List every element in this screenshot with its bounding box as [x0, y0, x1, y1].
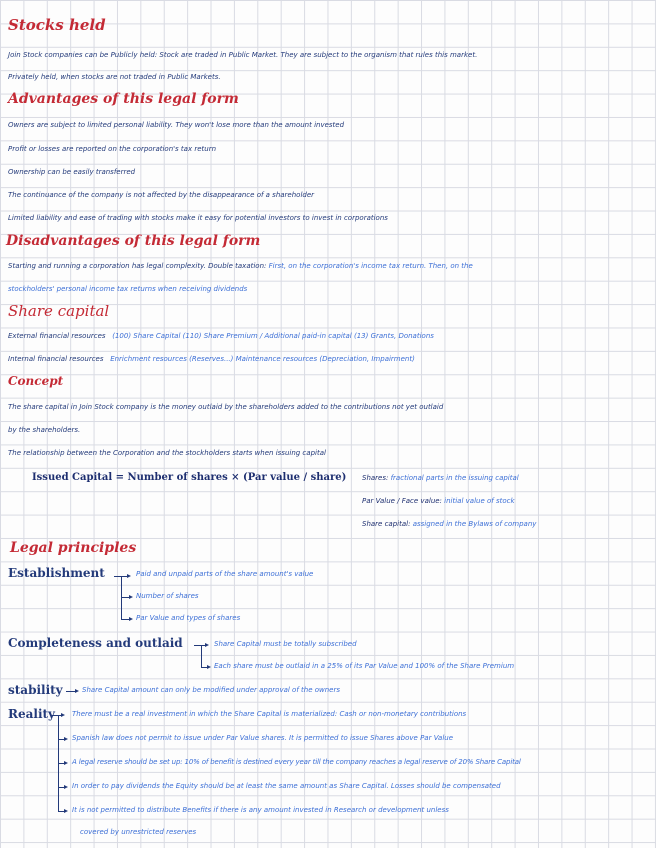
reality-item-continuation: covered by unrestricted reserves — [80, 828, 197, 836]
completeness-bracket — [201, 645, 202, 667]
note-term: Shares: — [362, 474, 389, 482]
arrow-icon — [58, 763, 65, 764]
concept-line-1: The share capital in Join Stock company is the money outlaid by the shareholders added to the contributions not yet outlaid — [8, 403, 444, 411]
reality-label: Reality — [8, 707, 56, 721]
completeness-label: Completeness and outlaid — [8, 636, 183, 650]
stocks-line-1: Join Stock companies can be Publicly held: Stock are traded in Public Market. They are subject to the organism that rules this market. — [8, 51, 478, 59]
stocks-line-2: Privately held, when stocks are not traded in Public Markets. — [8, 73, 221, 81]
establishment-item: Number of shares — [136, 592, 199, 600]
stability-label: stability — [8, 683, 63, 697]
disadvantages-line-1 — [8, 262, 473, 270]
advantage-item: Owners are subject to limited personal liability. They won't lose more than the amount invested — [8, 121, 345, 129]
concept-line-3: The relationship between the Corporation and the stockholders starts when issuing capital — [8, 449, 326, 457]
internal-resources-label: Internal financial resources — [8, 355, 104, 363]
arrow-icon — [121, 619, 130, 620]
note-text: assigned in the Bylaws of company — [412, 520, 537, 528]
arrow-icon — [58, 811, 65, 812]
reality-item: There must be a real investment in which the Share Capital is materialized: Cash or non-monetary contributions — [72, 710, 467, 718]
stability-text: Share Capital amount can only be modified under approval of the owners — [82, 686, 341, 694]
disadvantages-line-2: stockholders' personal income tax returns when receiving dividends — [8, 285, 248, 293]
disadvantages-line-1-blue: First, on the corporation's income tax return. Then, on the — [268, 262, 473, 270]
disadvantages-heading: Disadvantages of this legal form — [6, 233, 261, 249]
arrow-icon — [194, 645, 206, 646]
internal-resources-value: Enrichment resources (Reserves...) Maintenance resources (Depreciation, Impairment) — [110, 355, 415, 363]
note-text: initial value of stock — [444, 497, 515, 505]
reality-item: Spanish law does not permit to issue under Par Value shares. It is permitted to issue Shares above Par Value — [72, 734, 454, 742]
external-resources-line — [8, 332, 434, 340]
establishment-item: Par Value and types of shares — [136, 614, 241, 622]
advantage-item: Limited liability and ease of trading with stocks make it easy for potential investors to invest in corporations — [8, 214, 388, 222]
completeness-item: Share Capital must be totally subscribed — [214, 640, 357, 648]
external-resources-label: External financial resources — [8, 332, 106, 340]
arrow-icon — [121, 597, 130, 598]
arrow-icon — [66, 691, 76, 692]
concept-note — [362, 474, 519, 482]
external-resources-value: (100) Share Capital (110) Share Premium / Additional paid-in capital (13) Grants, Donations — [112, 332, 434, 340]
advantage-item: The continuance of the company is not affected by the disappearance of a shareholder — [8, 191, 315, 199]
establishment-item: Paid and unpaid parts of the share amount's value — [136, 570, 314, 578]
internal-resources-line — [8, 355, 415, 363]
advantage-item: Profit or losses are reported on the corporation's tax return — [8, 145, 217, 153]
concept-note — [362, 497, 515, 505]
establishment-label: Establishment — [8, 566, 105, 580]
disadvantages-line-1-dark: Starting and running a corporation has legal complexity. Double taxation: — [8, 262, 267, 270]
arrow-icon — [58, 787, 65, 788]
share-capital-heading: Share capital — [8, 302, 110, 320]
reality-item: It is not permitted to distribute Benefits if there is any amount invested in Research or development unless — [72, 806, 449, 814]
reality-item: In order to pay dividends the Equity should be at least the same amount as Share Capital. Losses should be compensated — [72, 782, 501, 790]
note-text: fractional parts in the issuing capital — [390, 474, 519, 482]
stocks-held-heading: Stocks held — [8, 16, 106, 34]
arrow-icon — [58, 739, 65, 740]
arrow-icon — [52, 715, 62, 716]
reality-item: A legal reserve should be set up: 10% of benefit is destined every year till the company reaches a legal reserve of 20% Share Capital — [72, 758, 521, 766]
completeness-item: Each share must be outlaid in a 25% of its Par Value and 100% of the Share Premium — [214, 662, 515, 670]
concept-line-2: by the shareholders. — [8, 426, 81, 434]
arrow-icon — [114, 576, 128, 577]
advantages-heading: Advantages of this legal form — [8, 91, 239, 107]
note-term: Share capital: — [362, 520, 411, 528]
arrow-icon — [201, 667, 208, 668]
concept-note — [362, 520, 536, 528]
advantage-item: Ownership can be easily transferred — [8, 168, 136, 176]
legal-principles-heading: Legal principles — [10, 540, 137, 556]
issued-capital-formula: Issued Capital = Number of shares × (Par value / share) — [32, 472, 347, 483]
concept-heading: Concept — [8, 374, 64, 388]
note-term: Par Value / Face value: — [362, 497, 442, 505]
